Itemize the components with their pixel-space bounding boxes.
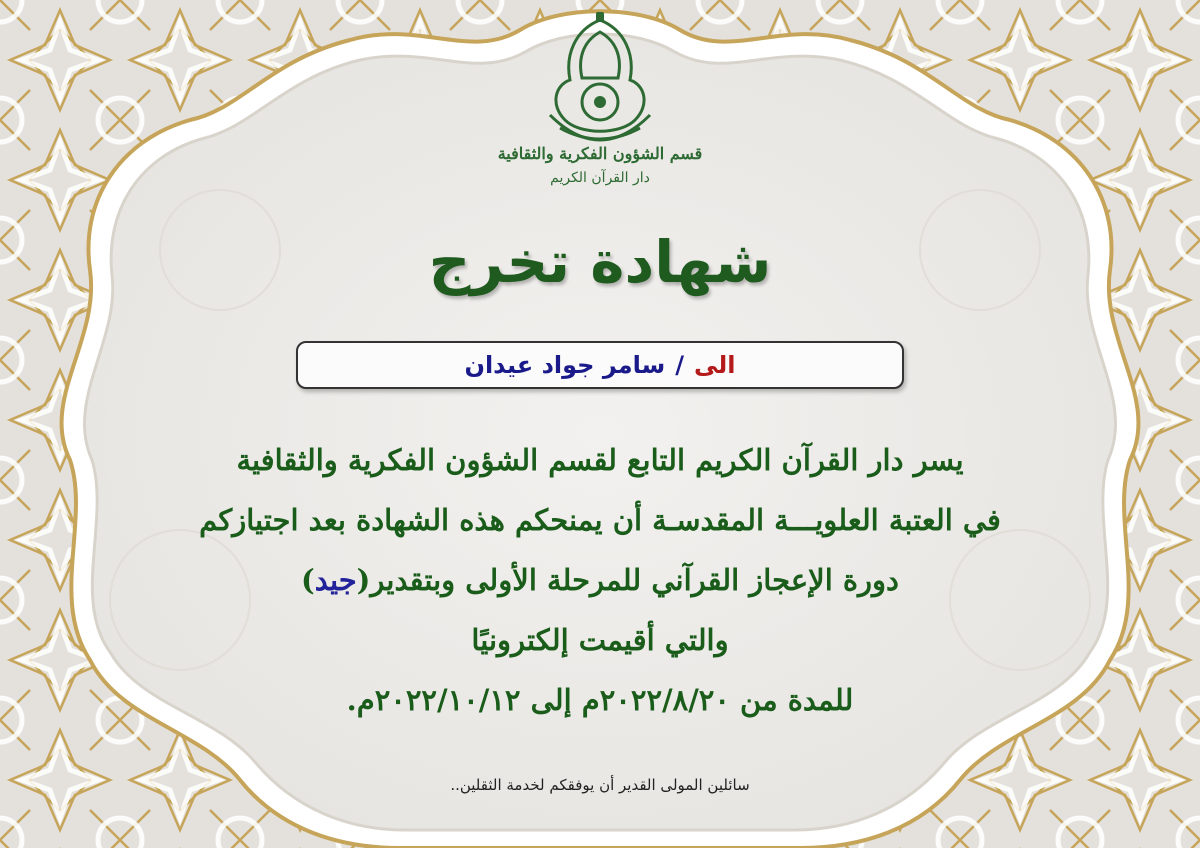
footer-blessing: سائلين المولى القدير أن يوفقكم لخدمة الثقلين.. [450, 776, 750, 794]
recipient-prefix: الى [694, 351, 736, 379]
certificate-body [100, 430, 1100, 730]
recipient-box [296, 341, 904, 389]
body-line-2: في العتبة العلويـــة المقدسـة أن يمنحكم هذه الشهادة بعد اجتيازكم [199, 503, 1001, 537]
emblem-dept-name: قسم الشؤون الفكرية والثقافية [497, 144, 703, 163]
certificate-title: شهادة تخرج [428, 228, 772, 296]
recipient-name: سامر جواد عيدان [464, 351, 666, 379]
body-line-3: دورة الإعجاز القرآني للمرحلة الأولى وبتقدير(جيد) [301, 563, 899, 597]
body-line-4: والتي أقيمت إلكترونيًا [471, 623, 729, 657]
body-line-1: يسر دار القرآن الكريم التابع لقسم الشؤون الفكرية والثقافية [236, 443, 964, 477]
body-line-3-text: دورة الإعجاز القرآني للمرحلة الأولى وبتقدير [370, 563, 899, 597]
emblem-house-name: دار القرآن الكريم [550, 170, 650, 186]
recipient-separator: / [675, 351, 684, 379]
grade-value: جيد [314, 563, 357, 597]
emblem-caption [470, 142, 730, 190]
body-line-5: للمدة من ٢٠٢٢/٨/٢٠م إلى ٢٠٢٢/١٠/١٢م. [346, 683, 854, 717]
